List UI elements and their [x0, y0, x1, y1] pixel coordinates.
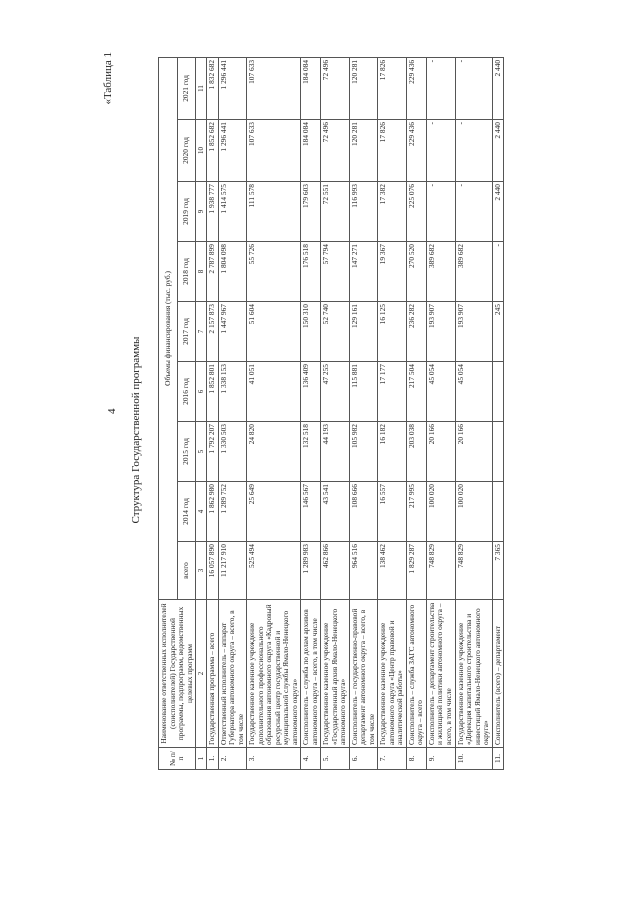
cell-total: 1 829 287	[406, 542, 426, 600]
cell-2017: 193 907	[426, 302, 455, 362]
cell-2021: 107 633	[247, 57, 301, 119]
cell-2019: 2 440	[492, 182, 504, 242]
table-row	[207, 57, 219, 769]
row-number: 7.	[378, 748, 407, 770]
cell-2018: 1 804 098	[218, 242, 247, 302]
cell-2015: 24 820	[247, 422, 301, 482]
cell-2014: 217 995	[406, 482, 426, 542]
cell-2021: 229 436	[406, 57, 426, 119]
header-year: 2020 год	[177, 120, 196, 182]
row-name: Соисполнитель – служба по делам архивов автономного округа – всего, в том числе	[301, 600, 321, 748]
cell-total: 525 494	[247, 542, 301, 600]
cell-2014: 43 541	[321, 482, 350, 542]
cell-2016: 45 054	[426, 362, 455, 422]
cell-2018: 147 271	[349, 242, 378, 302]
program-structure-table	[158, 57, 504, 770]
cell-2014: 108 666	[349, 482, 378, 542]
cell-2015: 20 166	[426, 422, 455, 482]
row-name: Соисполнитель – государственно-правовой департамент автономного округа – всего, в том числе	[349, 600, 378, 748]
header-year: 2017 год	[177, 302, 196, 362]
header-name: Наименование ответственных исполнителей (соисполнителей) Государственной программы, подпрограмм, ведомственных целевых программ	[159, 600, 196, 748]
col-index: 3	[196, 542, 207, 600]
cell-2020: 1 852 682	[207, 120, 219, 182]
cell-2018: 2 787 899	[207, 242, 219, 302]
col-index: 5	[196, 422, 207, 482]
cell-2021: 2 440	[492, 57, 504, 119]
cell-2019: -	[455, 182, 492, 242]
row-number: 2.	[218, 748, 247, 770]
table-row	[321, 57, 350, 769]
cell-2021: 184 084	[301, 57, 321, 119]
col-index: 1	[196, 748, 207, 770]
header-num: № п/п	[159, 748, 196, 770]
cell-2020: -	[426, 120, 455, 182]
table-label: «Таблица 1	[102, 52, 114, 105]
cell-2015: 132 518	[301, 422, 321, 482]
header-total: всего	[177, 542, 196, 600]
cell-2021: 17 826	[378, 57, 407, 119]
cell-2021: -	[426, 57, 455, 119]
cell-2017: 51 604	[247, 302, 301, 362]
cell-2018: 55 726	[247, 242, 301, 302]
header-year: 2016 год	[177, 362, 196, 422]
cell-2021: 120 281	[349, 57, 378, 119]
cell-2017: 245	[492, 302, 504, 362]
row-number: 4.	[301, 748, 321, 770]
cell-2014: 146 567	[301, 482, 321, 542]
cell-total: 7 365	[492, 542, 504, 600]
column-index-row	[196, 57, 207, 769]
table-body	[207, 57, 504, 769]
col-index: 8	[196, 242, 207, 302]
header-funding: Объемы финансирования (тыс. руб.)	[159, 57, 178, 599]
cell-2019: -	[426, 182, 455, 242]
cell-2018: -	[492, 242, 504, 302]
cell-total: 1 289 983	[301, 542, 321, 600]
row-number: 9.	[426, 748, 455, 770]
page-number: 4	[106, 408, 118, 414]
table-row	[426, 57, 455, 769]
header-year: 2018 год	[177, 242, 196, 302]
cell-2015: 1 330 503	[218, 422, 247, 482]
cell-2015: 20 166	[455, 422, 492, 482]
row-name: Государственная программа – всего	[207, 600, 219, 748]
cell-2015: 16 182	[378, 422, 407, 482]
cell-2018: 389 682	[426, 242, 455, 302]
cell-2020: -	[455, 120, 492, 182]
cell-2019: 111 578	[247, 182, 301, 242]
cell-total: 748 829	[426, 542, 455, 600]
row-name: Ответственный исполнитель – аппарат Губернатора автономного округа – всего, в том числе	[218, 600, 247, 748]
cell-2016: 45 054	[455, 362, 492, 422]
cell-2016: 217 504	[406, 362, 426, 422]
cell-2014: 16 557	[378, 482, 407, 542]
row-number: 8.	[406, 748, 426, 770]
row-name: Соисполнитель – служба ЗАГС автономного округа – всего	[406, 600, 426, 748]
cell-total: 462 866	[321, 542, 350, 600]
cell-2020: 229 436	[406, 120, 426, 182]
row-name: Государственное казенное учреждение дополнительного профессионального образования автономного округа «Кадровый ресурсный центр государственной и муниципальной службы Ямало-Ненецкого автономного округа»	[247, 600, 301, 748]
cell-2014: 1 289 752	[218, 482, 247, 542]
cell-2018: 57 794	[321, 242, 350, 302]
cell-2016: 115 881	[349, 362, 378, 422]
cell-2015: 105 982	[349, 422, 378, 482]
table-row	[455, 57, 492, 769]
cell-2019: 17 382	[378, 182, 407, 242]
table-row	[247, 57, 301, 769]
cell-2021: 72 496	[321, 57, 350, 119]
cell-2017: 150 310	[301, 302, 321, 362]
cell-2018: 389 682	[455, 242, 492, 302]
cell-2017: 52 740	[321, 302, 350, 362]
cell-2015: 203 038	[406, 422, 426, 482]
cell-2017: 193 907	[455, 302, 492, 362]
col-index: 7	[196, 302, 207, 362]
cell-total: 16 057 890	[207, 542, 219, 600]
cell-2016: 17 177	[378, 362, 407, 422]
cell-2014: 100 020	[455, 482, 492, 542]
cell-2017: 236 282	[406, 302, 426, 362]
header-year: 2021 год	[177, 57, 196, 119]
row-name: Соисполнитель – департамент строительства и жилищной политики автономного округа – всего, в том числе	[426, 600, 455, 748]
col-index: 6	[196, 362, 207, 422]
table-row	[378, 57, 407, 769]
rotated-page	[100, 30, 540, 830]
cell-2021: -	[455, 57, 492, 119]
col-index: 9	[196, 182, 207, 242]
cell-2016: 47 255	[321, 362, 350, 422]
row-name: Государственное казенное учреждение автономного округа «Центр правовой и аналитической работы»	[378, 600, 407, 748]
cell-total: 138 462	[378, 542, 407, 600]
table-row	[406, 57, 426, 769]
cell-2017: 2 157 873	[207, 302, 219, 362]
cell-2014	[492, 482, 504, 542]
cell-2016	[492, 362, 504, 422]
cell-2019: 1 414 575	[218, 182, 247, 242]
cell-total: 748 829	[455, 542, 492, 600]
col-index: 10	[196, 120, 207, 182]
col-index: 11	[196, 57, 207, 119]
cell-2015: 1 792 207	[207, 422, 219, 482]
cell-2020: 2 440	[492, 120, 504, 182]
cell-2018: 19 367	[378, 242, 407, 302]
table-title: Структура Государственной программы	[130, 336, 142, 524]
row-name: Соисполнитель (всего) – департамент	[492, 600, 504, 748]
cell-2021: 1 296 441	[218, 57, 247, 119]
row-name: Государственное казенное учреждение «Государственный архив Ямало-Ненецкого автономного округа»	[321, 600, 350, 748]
cell-2016: 136 409	[301, 362, 321, 422]
cell-2020: 120 281	[349, 120, 378, 182]
cell-2016: 41 051	[247, 362, 301, 422]
cell-2016: 1 338 153	[218, 362, 247, 422]
cell-2018: 176 518	[301, 242, 321, 302]
col-index: 2	[196, 600, 207, 748]
header-year: 2019 год	[177, 182, 196, 242]
cell-2019: 116 993	[349, 182, 378, 242]
table-row	[349, 57, 378, 769]
header-year: 2015 год	[177, 422, 196, 482]
row-number: 1.	[207, 748, 219, 770]
row-number: 6.	[349, 748, 378, 770]
cell-2020: 184 084	[301, 120, 321, 182]
cell-2017: 1 447 967	[218, 302, 247, 362]
row-number: 5.	[321, 748, 350, 770]
cell-2014: 1 862 980	[207, 482, 219, 542]
row-number: 10.	[455, 748, 492, 770]
cell-2017: 16 125	[378, 302, 407, 362]
row-number: 3.	[247, 748, 301, 770]
cell-2020: 107 633	[247, 120, 301, 182]
header-year: 2014 год	[177, 482, 196, 542]
cell-2015: 44 193	[321, 422, 350, 482]
cell-2016: 1 852 801	[207, 362, 219, 422]
cell-2019: 72 551	[321, 182, 350, 242]
cell-2014: 25 649	[247, 482, 301, 542]
cell-total: 11 217 910	[218, 542, 247, 600]
cell-2017: 129 161	[349, 302, 378, 362]
table-row	[301, 57, 321, 769]
cell-2018: 270 520	[406, 242, 426, 302]
cell-2019: 1 938 777	[207, 182, 219, 242]
row-number: 11.	[492, 748, 504, 770]
cell-2020: 17 826	[378, 120, 407, 182]
cell-2019: 179 603	[301, 182, 321, 242]
table-row	[492, 57, 504, 769]
cell-2019: 225 076	[406, 182, 426, 242]
cell-2021: 1 832 682	[207, 57, 219, 119]
row-name: Государственное казенное учреждение «Дирекция капитального строительства и инвестиций Ямало-Ненецкого автономного округа»	[455, 600, 492, 748]
cell-2014: 100 020	[426, 482, 455, 542]
cell-2015	[492, 422, 504, 482]
cell-total: 964 516	[349, 542, 378, 600]
cell-2020: 72 496	[321, 120, 350, 182]
cell-2020: 1 296 441	[218, 120, 247, 182]
table-row	[218, 57, 247, 769]
col-index: 4	[196, 482, 207, 542]
